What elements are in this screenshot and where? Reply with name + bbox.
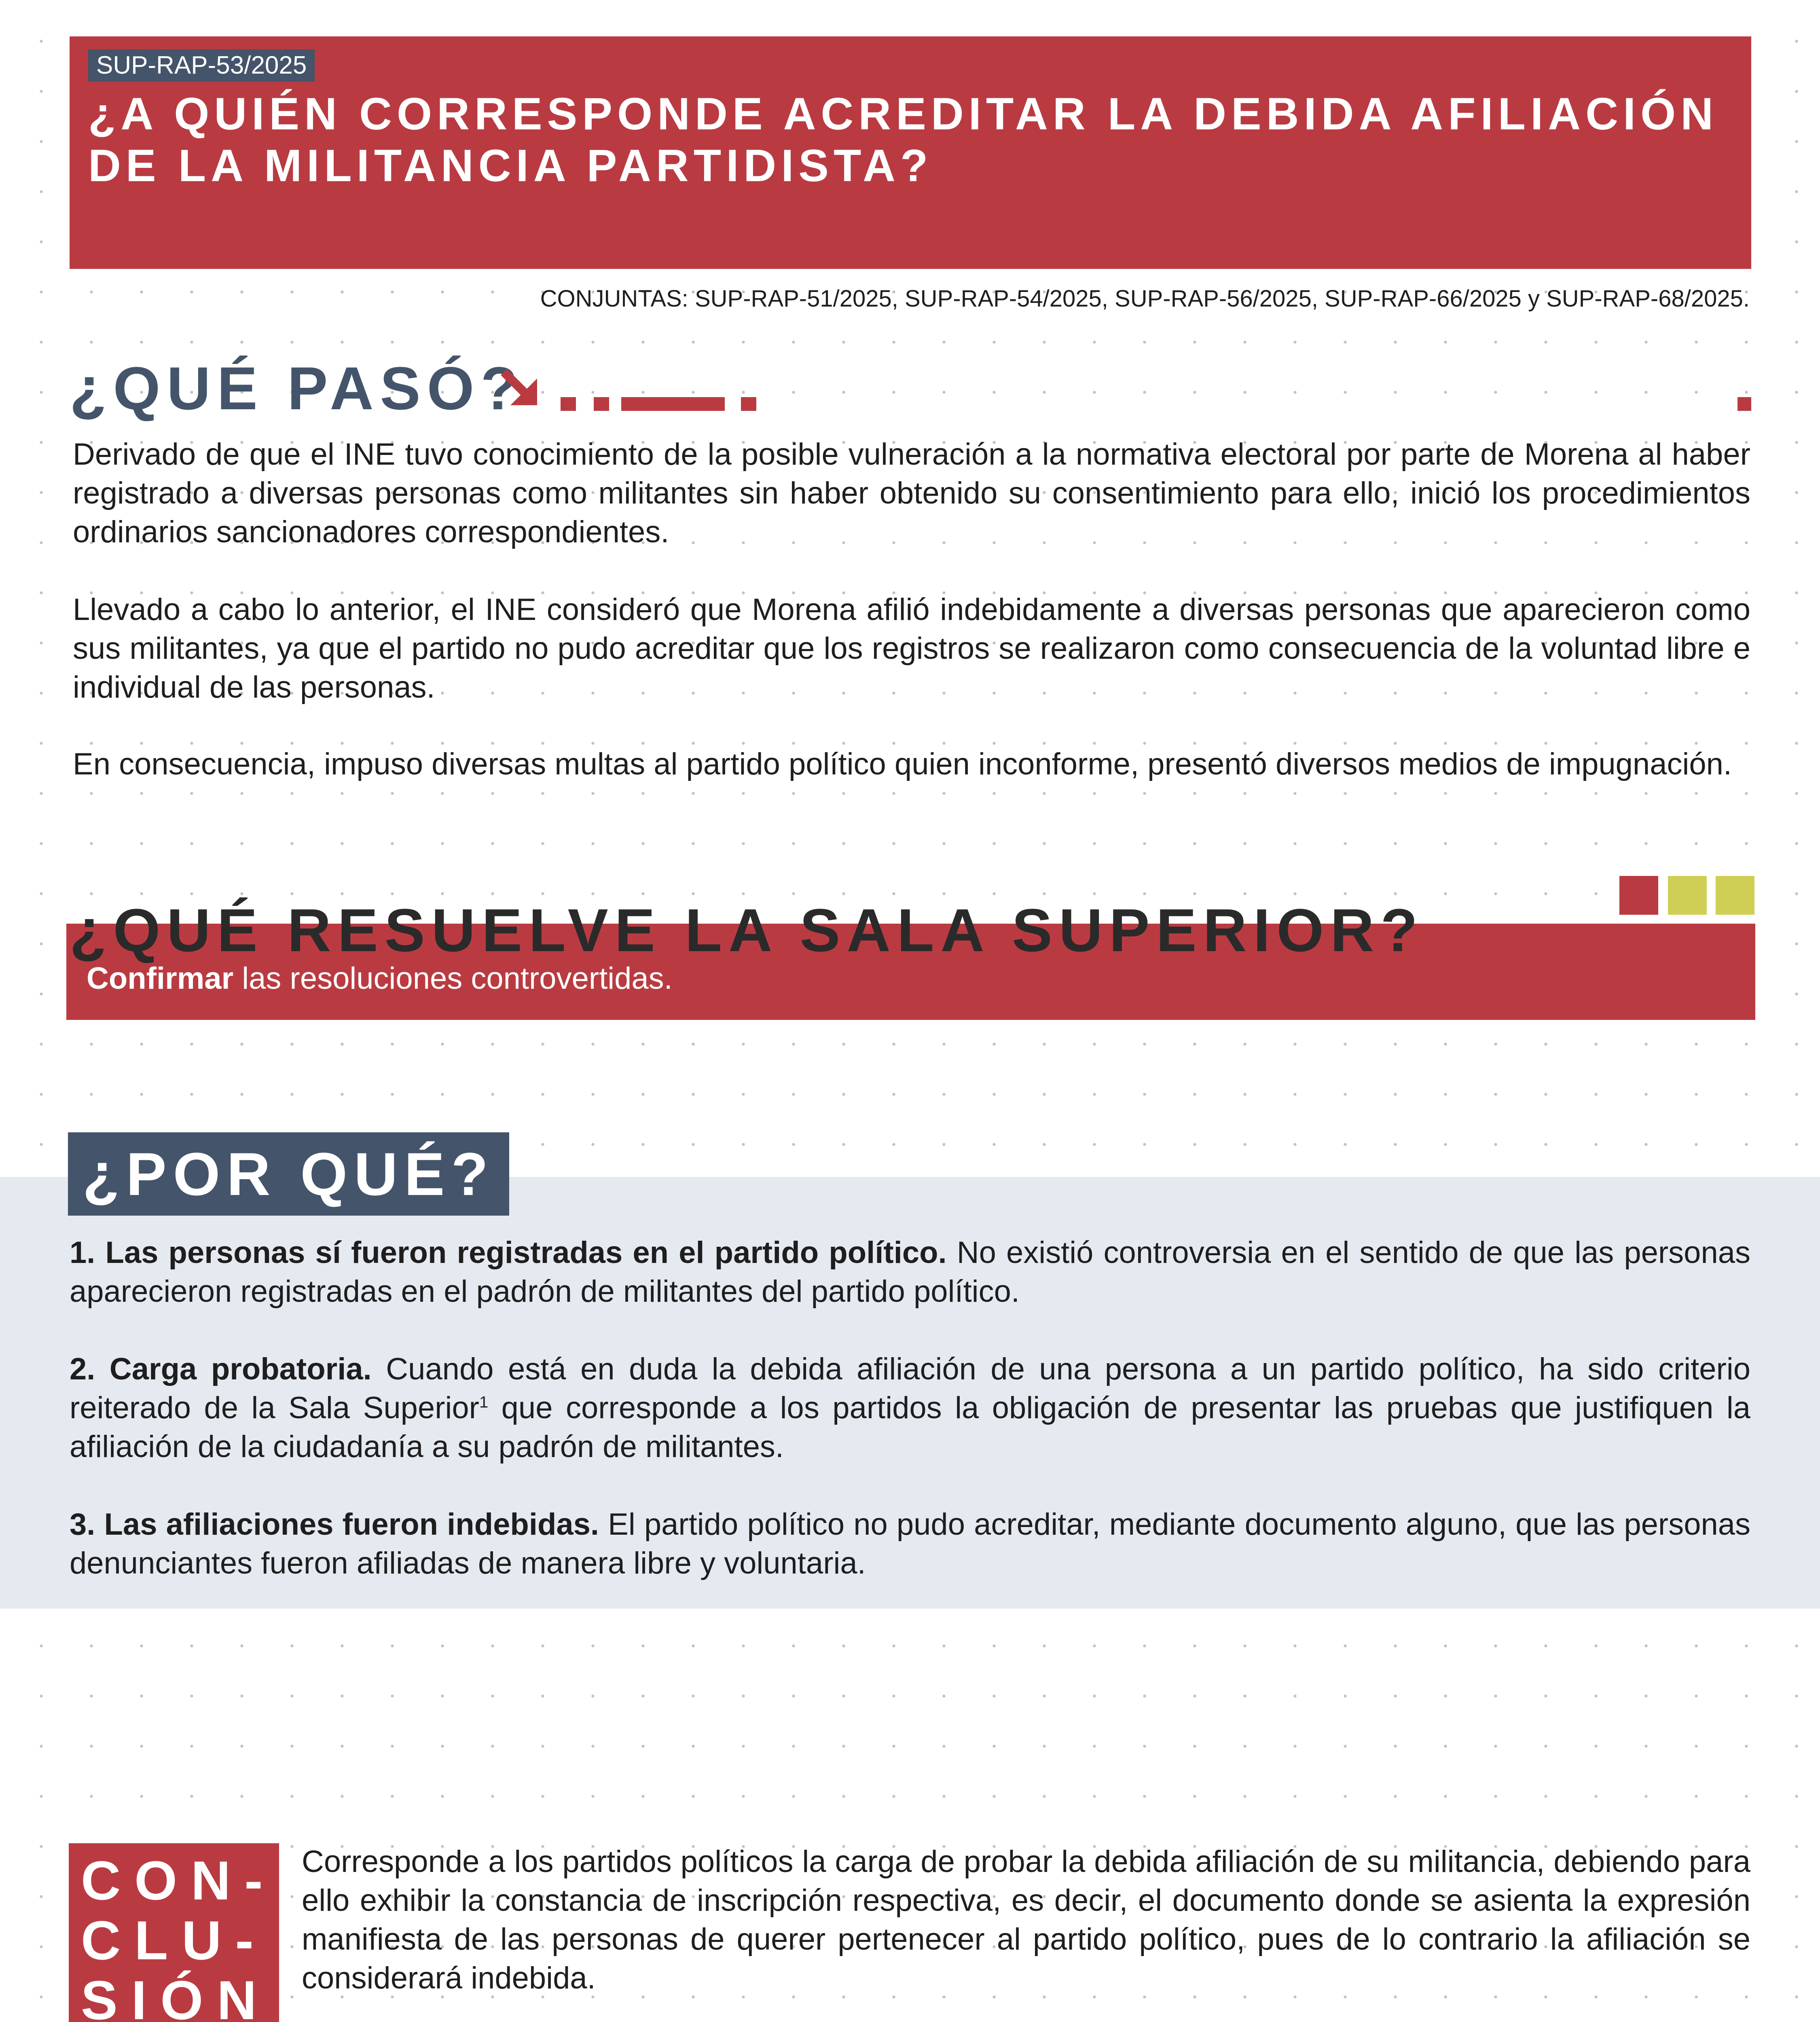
what-happened-paragraph-1: Derivado de que el INE tuvo conocimiento de la posible vulneración a la normativa electoral por parte de Morena al haber registrado a diversas personas como militantes sin haber obtenido su consentimiento para ello, inició los procedimientos ordinarios sancionadores correspondientes.: [73, 437, 1750, 549]
case-number-badge: SUP-RAP-53/2025: [88, 49, 315, 82]
reason-2-title: 2. Carga probatoria.: [70, 1352, 372, 1386]
what-happened-heading: ¿QUÉ PASÓ?: [70, 354, 524, 422]
reason-3-title: 3. Las afiliaciones fueron indebidas.: [70, 1507, 599, 1542]
deco-dot: [594, 397, 609, 411]
reason-1-title: 1. Las personas sí fueron registradas en el partido político.: [70, 1235, 947, 1270]
reason-1-text: No existió controversia en el sentido de que las personas aparecieron registradas en el padrón de militantes del partido político.: [70, 1235, 1750, 1309]
related-cases: CONJUNTAS: SUP-RAP-51/2025, SUP-RAP-54/2025, SUP-RAP-56/2025, SUP-RAP-66/2025 y SUP-RAP-68/2025.: [540, 286, 1750, 312]
conclusion-label-line-2: CLU-: [81, 1910, 267, 1971]
reason-3: [70, 1505, 1750, 1583]
arrow-down-right-icon: [498, 366, 543, 411]
deco-dot: [1737, 397, 1751, 411]
what-happened-paragraph-2: Llevado a cabo lo anterior, el INE consideró que Morena afilió indebidamente a diversas personas que aparecieron como sus militantes, ya que el partido no pudo acreditar que los registros se realizaron como consecuencia de la voluntad libre e individual de las personas.: [73, 592, 1750, 704]
reason-2-text-before: Cuando está en duda la debida afiliación de una persona a un partido político, ha sido criterio reiterado de la Sala Superior: [70, 1352, 1750, 1425]
deco-square-olive: [1668, 876, 1707, 915]
deco-dot: [741, 397, 756, 411]
resolution-verdict: Confirmar: [87, 961, 234, 996]
deco-bar: [621, 397, 725, 411]
deco-square-red: [1619, 876, 1658, 915]
reason-1: [70, 1233, 1750, 1311]
title-line-2: DE LA MILITANCIA PARTIDISTA?: [88, 140, 933, 191]
resolution-detail: las resoluciones controvertidas.: [233, 961, 673, 996]
deco-square-olive: [1716, 876, 1754, 915]
what-happened-paragraph-3: En consecuencia, impuso diversas multas al partido político quien inconforme, presentó diversos medios de impugnación.: [73, 747, 1732, 781]
resolution-text: [87, 959, 673, 998]
reason-2-text-after: que corresponde a los partidos la obligación de presentar las pruebas que justifiquen la afiliación de la ciudadanía a su padrón de militantes.: [70, 1391, 1750, 1464]
conclusion-label-line-1: CON-: [81, 1850, 277, 1911]
reason-3-text: El partido político no pudo acreditar, mediante documento alguno, que las personas denunciantes fueron afiliadas de manera libre y voluntaria.: [70, 1507, 1750, 1580]
reason-2: [70, 1350, 1750, 1466]
title-line-1: ¿A QUIÉN CORRESPONDE ACREDITAR LA DEBIDA AFILIACIÓN: [88, 89, 1718, 139]
resolution-heading: ¿QUÉ RESUELVE LA SALA SUPERIOR?: [70, 896, 1424, 964]
conclusion-label-line-3: SIÓN: [81, 1969, 271, 2022]
conclusion-text: Corresponde a los partidos políticos la carga de probar la debida afiliación de su militancia, debiendo para ello exhibir la constancia de inscripción respectiva, es decir, el documento donde se asienta la expresión manifiesta de las personas de querer pertenecer al partido político, pues de lo contrario la afiliación se considerará indebida.: [302, 1844, 1750, 1995]
main-title: [88, 88, 1738, 192]
deco-dot: [561, 397, 576, 411]
footnote-reference: 1: [479, 1393, 489, 1411]
why-heading: ¿POR QUÉ?: [68, 1132, 509, 1216]
